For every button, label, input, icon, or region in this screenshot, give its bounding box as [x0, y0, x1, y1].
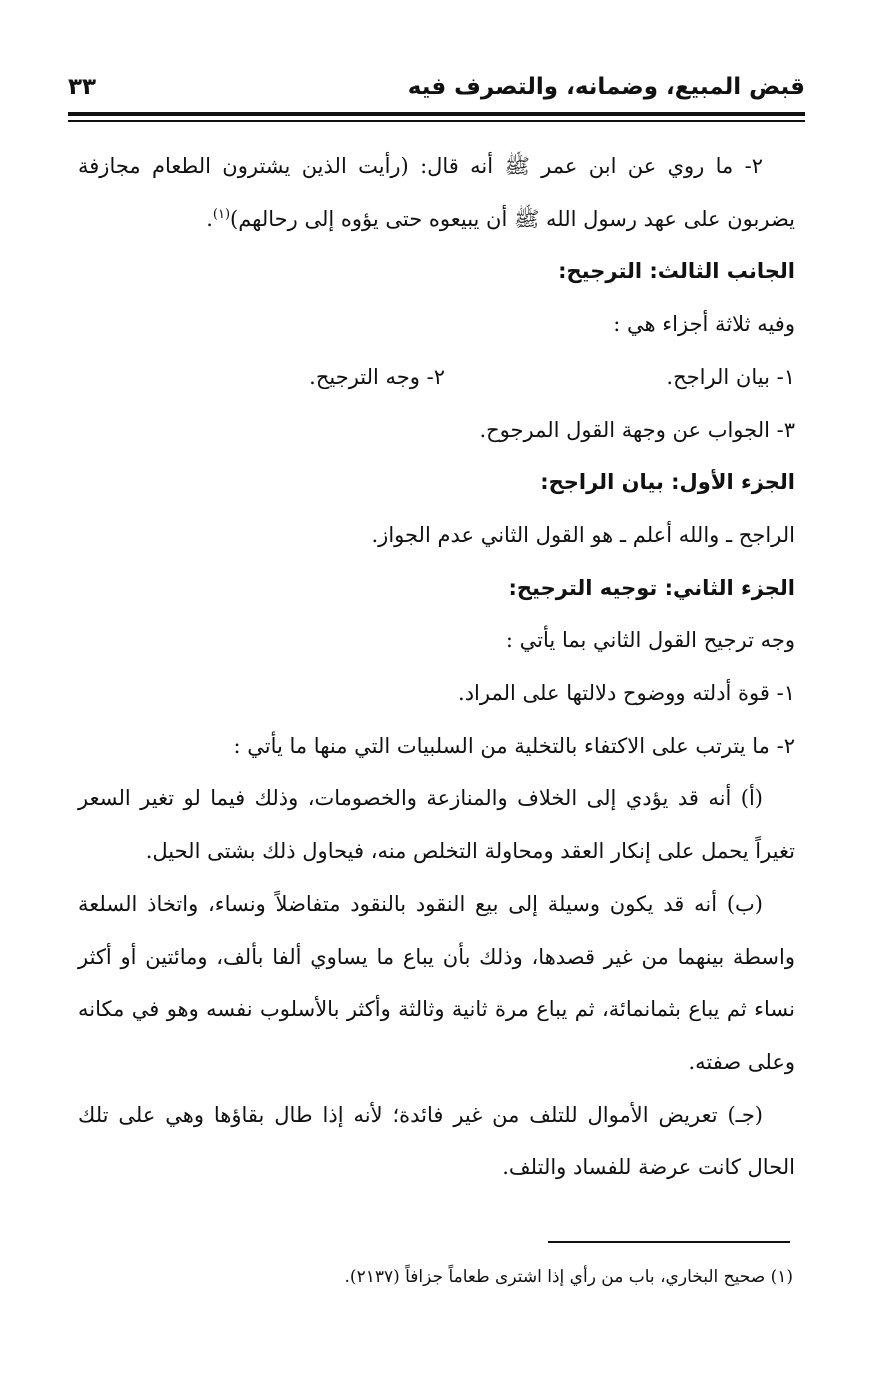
list-item: ٣- الجواب عن وجهة القول المرجوح. — [479, 417, 795, 442]
paragraph-item-c: (جـ) تعريض الأموال للتلف من غير فائدة؛ لأنه إذا طال بقاؤها وهي على تلك الحال كانت عرضة للفساد والتلف. — [78, 1102, 795, 1180]
paragraph-item-a: (أ) أنه قد يؤدي إلى الخلاف والمنازعة والخصومات، وذلك فيما لو تغير السعر تغيراً يحمل على إنكار العقد ومحاولة التخلص منه، فيحاول ذلك بشتى الحيل. — [78, 786, 795, 864]
footnote-separator — [548, 1241, 790, 1243]
paragraph-rajih: الراجح ـ والله أعلم ـ هو القول الثاني عدم الجواز. — [371, 522, 795, 547]
header-rule-thick — [68, 112, 805, 116]
paragraph-reason-two: ٢- ما يترتب على الاكتفاء بالتخلية من السلبيات التي منها ما يأتي : — [233, 733, 795, 758]
parts-list-row — [78, 351, 795, 404]
paragraph-item-b: (ب) أنه قد يكون وسيلة إلى بيع النقود بالنقود متفاضلاً ونساء، واتخاذ السلعة واسطة بينهما من غير قصدها، وذلك بأن يباع ما يساوي ألفا بألف، ومائتين أو أكثر نساء ثم يباع بثمانمائة، ثم يباع مرة ثانية وثالثة وأكثر بالأسلوب نفسه وهو في مكانه وعلى صفته. — [78, 891, 795, 1074]
section-heading-part-one: الجزء الأول: بيان الراجح: — [540, 470, 795, 495]
paragraph-parts-intro: وفيه ثلاثة أجزاء هي : — [613, 312, 795, 337]
header-rule-thin — [68, 120, 805, 122]
body-text — [78, 140, 795, 1194]
paragraph-hadith — [78, 140, 795, 245]
paragraph-tarjih-intro: وجه ترجيح القول الثاني بما يأتي : — [505, 628, 795, 653]
hadith-end: . — [206, 206, 213, 231]
section-heading-part-two: الجزء الثاني: توجيه الترجيح: — [508, 575, 795, 600]
hadith-text: ٢- ما روي عن ابن عمر ﷺ أنه قال: (رأيت الذين يشترون الطعام مجازفة يضربون على عهد رسول الله ﷺ أن يبيعوه حتى يؤوه إلى رحالهم) — [78, 154, 795, 231]
paragraph-reason-one: ١- قوة أدلته ووضوح دلالتها على المراد. — [458, 681, 795, 706]
page-number: ٣٣ — [68, 74, 97, 100]
footnote-reference: (١) — [212, 206, 231, 222]
section-heading-tarjih: الجانب الثالث: الترجيح: — [558, 259, 795, 284]
list-item: ٢- وجه الترجيح. — [309, 364, 445, 389]
page-header — [68, 68, 805, 108]
running-title: قبض المبيع، وضمانه، والتصرف فيه — [407, 74, 805, 100]
list-item: ١- بيان الراجح. — [666, 364, 795, 389]
footnote: (١) صحيح البخاري، باب من رأي إذا اشترى طعاماً جزافاً (٢١٣٧). — [344, 1267, 793, 1287]
